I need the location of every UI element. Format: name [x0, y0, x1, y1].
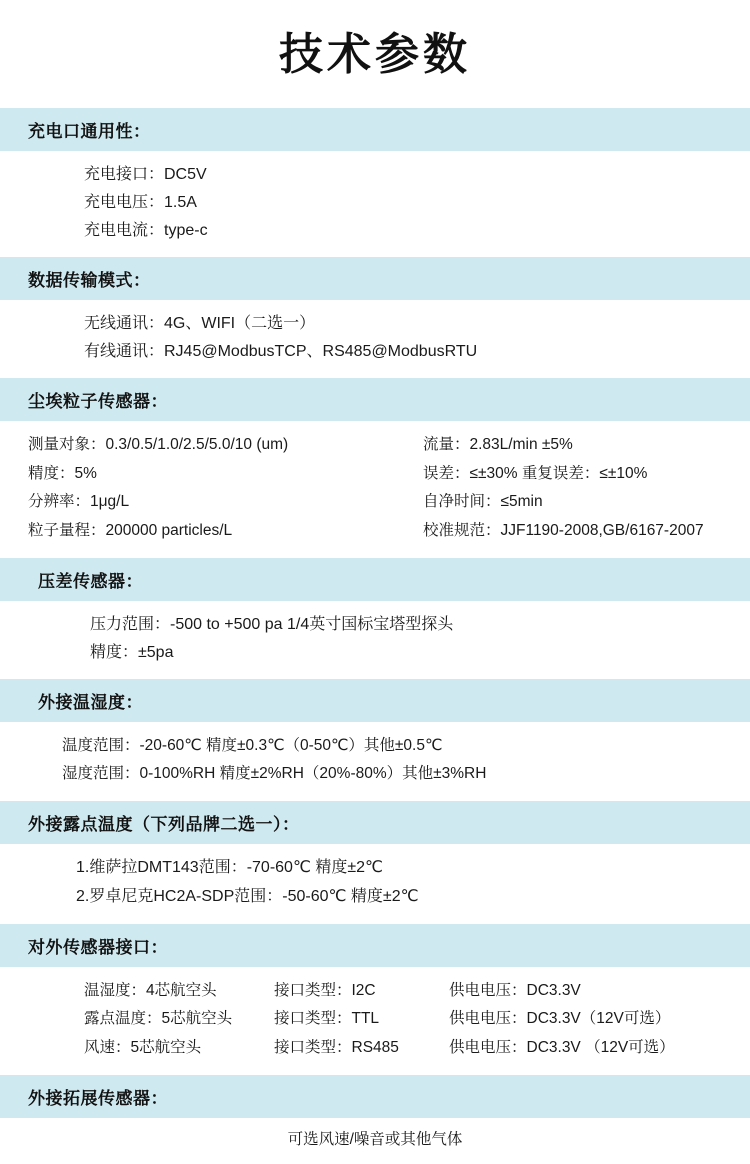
- section-header-external-expansion-sensor: 外接拓展传感器：: [0, 1075, 750, 1118]
- spec-row: 无线通讯：4G、WIFI（二选一）: [84, 315, 316, 332]
- spec-row: 充电接口：DC5V: [84, 166, 207, 183]
- spec-cell: 露点温度：5芯航空头: [84, 1010, 233, 1028]
- page-title: 技术参数: [279, 30, 471, 79]
- spec-grid: [0, 977, 750, 1063]
- section-body-external-sensor-interface: [0, 967, 750, 1075]
- section-body-data-transmission: [0, 300, 750, 378]
- spec-cell: 供电电压：DC3.3V （12V可选）: [449, 1038, 675, 1056]
- spec-row: 2.罗卓尼克HC2A-SDP范围：-50-60℃ 精度±2℃: [76, 887, 419, 905]
- spec-row: 可选风速/噪音或其他气体: [287, 1130, 463, 1148]
- spec-cell: 供电电压：DC3.3V（12V可选）: [449, 1010, 671, 1028]
- spec-cell: 接口类型：TTL: [274, 1010, 380, 1028]
- spec-cell: 粒子量程：200000 particles/L: [28, 522, 233, 540]
- section-external-expansion-sensor: [0, 1075, 750, 1164]
- spec-grid: [0, 431, 750, 546]
- spec-cell: 供电电压：DC3.3V: [449, 981, 581, 999]
- section-header-external-sensor-interface: 对外传感器接口：: [0, 924, 750, 967]
- spec-cell: 精度：5%: [28, 464, 97, 482]
- spec-cell: 分辨率：1μg/L: [28, 493, 130, 511]
- section-external-temp-humidity: [0, 679, 750, 801]
- section-dust-particle-sensor: [0, 378, 750, 558]
- section-header-dust-particle-sensor: 尘埃粒子传感器：: [0, 378, 750, 421]
- section-external-dew-point: [0, 801, 750, 924]
- spec-cell: 接口类型：I2C: [274, 981, 376, 999]
- spec-row: 有线通讯：RJ45@ModbusTCP、RS485@ModbusRTU: [84, 343, 478, 360]
- spec-row: 温度范围：-20-60℃ 精度±0.3℃（0-50℃）其他±0.5℃: [62, 736, 443, 754]
- spec-row: 充电电流：type-c: [84, 222, 208, 239]
- spec-row: 湿度范围：0-100%RH 精度±2%RH（20%-80%）其他±3%RH: [62, 765, 487, 783]
- section-differential-pressure-sensor: [0, 558, 750, 679]
- section-body-charging: [0, 151, 750, 257]
- section-body-differential-pressure-sensor: [0, 601, 750, 679]
- section-data-transmission: [0, 257, 750, 378]
- section-body-external-dew-point: [0, 844, 750, 924]
- spec-cell: 自净时间：≤5min: [423, 493, 543, 511]
- spec-row: 1.维萨拉DMT143范围：-70-60℃ 精度±2℃: [76, 859, 384, 877]
- section-body-dust-particle-sensor: [0, 421, 750, 558]
- spec-cell: 校准规范：JJF1190-2008,GB/6167-2007: [423, 522, 704, 540]
- spec-cell: 测量对象：0.3/0.5/1.0/2.5/5.0/10 (um): [28, 436, 289, 453]
- section-charging: [0, 108, 750, 257]
- section-header-charging: 充电口通用性：: [0, 108, 750, 151]
- spec-cell: 接口类型：RS485: [274, 1038, 399, 1056]
- spec-cell: 温湿度：4芯航空头: [84, 981, 217, 999]
- section-body-external-temp-humidity: [0, 722, 750, 801]
- spec-cell: 流量：2.83L/min ±5%: [423, 436, 573, 453]
- spec-row: 压力范围：-500 to +500 pa 1/4英寸国标宝塔型探头: [90, 615, 454, 633]
- section-header-external-temp-humidity: 外接温湿度：: [0, 679, 750, 722]
- spec-cell: 误差：≤±30% 重复误差：≤±10%: [423, 464, 648, 482]
- section-header-external-dew-point: 外接露点温度（下列品牌二选一）：: [0, 801, 750, 844]
- spec-row: 精度：±5pa: [90, 643, 174, 661]
- section-external-sensor-interface: [0, 924, 750, 1075]
- spec-cell: 风速：5芯航空头: [84, 1038, 202, 1056]
- section-header-differential-pressure-sensor: 压差传感器：: [0, 558, 750, 601]
- section-header-data-transmission: 数据传输模式：: [0, 257, 750, 300]
- spec-row: 充电电压：1.5A: [84, 194, 197, 211]
